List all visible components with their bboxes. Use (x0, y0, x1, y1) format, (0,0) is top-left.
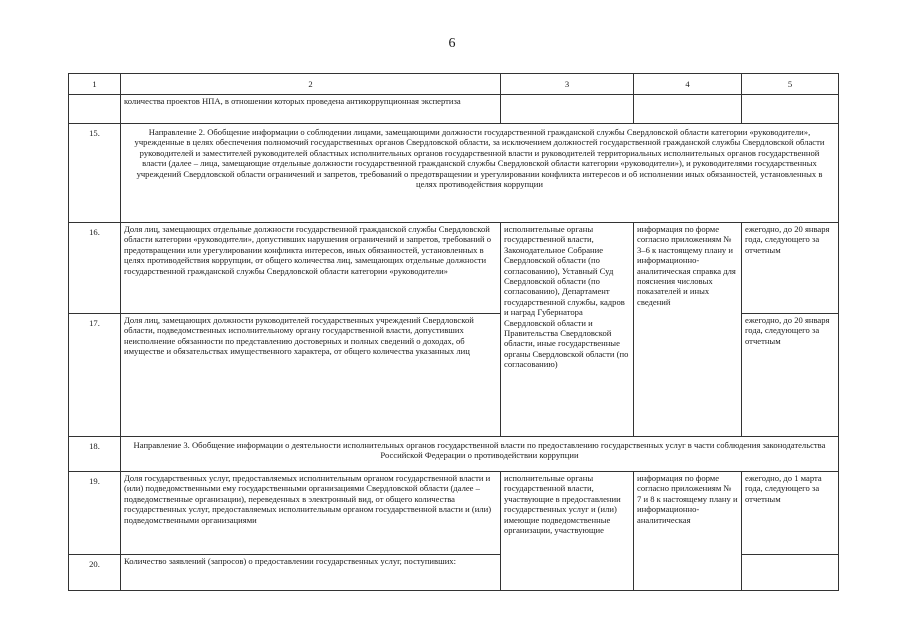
header-cell: 5 (742, 74, 839, 95)
form-cell: информация по форме согласно приложениям № 7 и 8 к настоящему плану и информационно-аналитическая (634, 472, 742, 591)
page-number: 6 (448, 36, 456, 51)
header-row (69, 74, 839, 95)
direction-text: Направление 2. Обобщение информации о соблюдении лицами, замещающими должности государственной гражданской службы Свердловской области категории «руководители», учрежденные в целях обеспечения полномочий государственных органов Свердловской области, за исключением должностей государственной гражданской службы Свердловской области руководителей и заместителей руководителей областных исполнительных органов государственной власти и руководителей территориальных исполнительных органов государственной власти (далее – лица, замещающие отдельные должности государственной гражданской службы Свердловской области категории «руководители»), и руководителями государственных учреждений Свердловской области ограничений и запретов, требований о предотвращении и урегулировании конфликта интересов и об исполнении иных обязанностей, установленных в целях противодействия коррупции (121, 124, 839, 223)
form-cell: информация по форме согласно приложениям № 3–6 к настоящему плану и информационно-аналитическая справка для пояснения числовых показателей и иных сведений (634, 223, 742, 437)
row-number: 16. (69, 223, 121, 314)
deadline-cell (742, 95, 839, 124)
form-cell (634, 95, 742, 124)
responsible-cell: исполнительные органы государственной власти, участвующие в предоставлении государственных услуг и (или) имеющие подведомственные организации, участвующие (501, 472, 634, 591)
row-number: 20. (69, 555, 121, 591)
responsible-cell (501, 95, 634, 124)
row-number (69, 95, 121, 124)
direction-text: Направление 3. Обобщение информации о деятельности исполнительных органов государственной власти по предоставлению государственных услуг в части соблюдения законодательства Российской Федерации о противодействии коррупции (121, 437, 839, 472)
table-row (69, 223, 839, 314)
header-cell: 4 (634, 74, 742, 95)
deadline-cell: ежегодно, до 20 января года, следующего за отчетным (742, 223, 839, 314)
header-cell: 1 (69, 74, 121, 95)
indicator-text: Доля государственных услуг, предоставляемых исполнительным органом государственной власти и (или) подведомственными ему государственными организациями Свердловской области (далее – подведомственные организации), переведенных в электронный вид, от общего количества государственных услуг, предоставляемых исполнительным органом государственной власти и (или) подведомственными организациями (121, 472, 501, 555)
indicator-text: количества проектов НПА, в отношении которых проведена антикоррупционная экспертиза (121, 95, 501, 124)
direction-row (69, 437, 839, 472)
table-row (69, 472, 839, 555)
responsible-cell: исполнительные органы государственной власти, Законодательное Собрание Свердловской области (по согласованию), Уставный Суд Свердловской области (по согласованию), Департамент государственной службы, кадров и наград Губернатора Свердловской области и Правительства Свердловской области, иные государственные органы Свердловской области (по согласованию) (501, 223, 634, 437)
plan-table (68, 73, 839, 591)
header-cell: 2 (121, 74, 501, 95)
row-number: 19. (69, 472, 121, 555)
row-number: 18. (69, 437, 121, 472)
indicator-text: Доля лиц, замещающих должности руководителей государственных учреждений Свердловской области, подведомственных исполнительному органу государственной власти, допустивших неисполнение обязанности по представлению достоверных и полных сведений о доходах, об имуществе и обязательствах имущественного характера, от общего количества указанных лиц (121, 314, 501, 437)
table-row (69, 95, 839, 124)
indicator-text: Количество заявлений (запросов) о предоставлении государственных услуг, поступивших: (121, 555, 501, 591)
row-number: 17. (69, 314, 121, 437)
direction-row (69, 124, 839, 223)
deadline-cell (742, 555, 839, 591)
deadline-cell: ежегодно, до 1 марта года, следующего за отчетным (742, 472, 839, 555)
header-cell: 3 (501, 74, 634, 95)
deadline-cell: ежегодно, до 20 января года, следующего за отчетным (742, 314, 839, 437)
row-number: 15. (69, 124, 121, 223)
indicator-text: Доля лиц, замещающих отдельные должности государственной гражданской службы Свердловской области категории «руководители», допустивших нарушения ограничений и запретов, требований о предотвращении или урегулировании конфликта интересов, иных обязанностей, установленных в целях противодействия коррупции, от общего количества лиц, замещающих отдельные должности государственной гражданской службы Свердловской области категории «руководители» (121, 223, 501, 314)
